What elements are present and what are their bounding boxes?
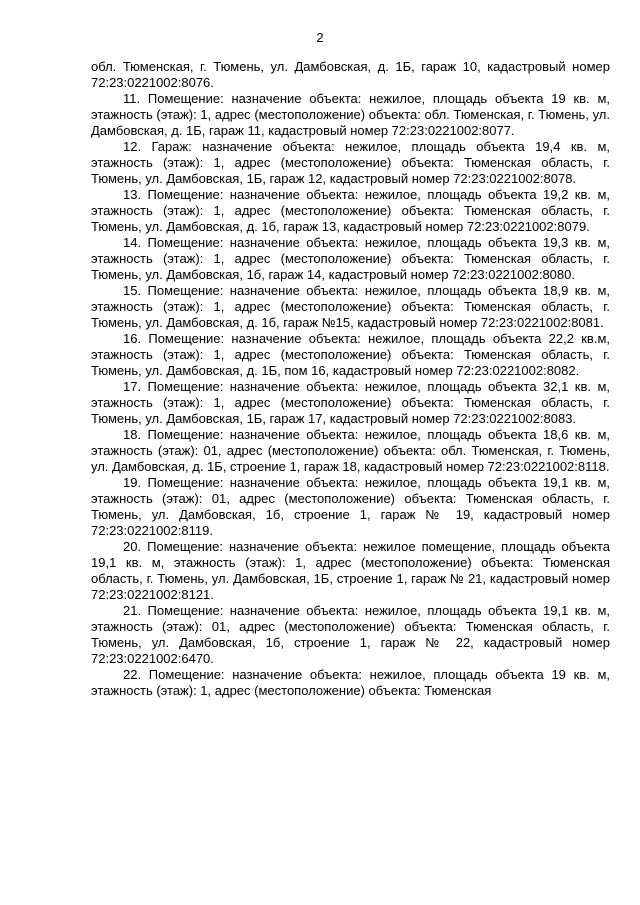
paragraph-continuation: обл. Тюменская, г. Тюмень, ул. Дамбовская, д. 1Б, гараж 10, кадастровый номер 72:23:0221002:8076. [91,59,610,90]
paragraph-item-11: 11. Помещение: назначение объекта: нежилое, площадь объекта 19 кв. м, этажность (этаж): 1, адрес (местоположение) объекта: обл. Тюменская, г. Тюмень, ул. Дамбовская, д. 1Б, гараж 11, кадастровый номер 72:23:0221002:8077. [91,91,610,138]
paragraph-item-22: 22. Помещение: назначение объекта: нежилое, площадь объекта 19 кв. м, этажность (этаж): 1, адрес (местоположение) объекта: Тюменская [91,667,610,698]
paragraph-item-12: 12. Гараж: назначение объекта: нежилое, площадь объекта 19,4 кв. м, этажность (этаж): 1, адрес (местоположение) объекта: Тюменская область, г. Тюмень, ул. Дамбовская, 1Б, гараж 12, кадастровый номер 72:23:0221002:8078. [91,139,610,186]
paragraph-item-16: 16. Помещение: назначение объекта: нежилое, площадь объекта 22,2 кв.м, этажность (этаж): 1, адрес (местоположение) объекта: Тюменская область, г. Тюмень, ул. Дамбовская, д. 1Б, пом 16, кадастровый номер 72:23:0221002:8082. [91,331,610,378]
paragraph-item-18: 18. Помещение: назначение объекта: нежилое, площадь объекта 18,6 кв. м, этажность (этаж): 01, адрес (местоположение) объекта: обл. Тюменская, г. Тюмень, ул. Дамбовская, д. 1Б, строение 1, гараж 18, кадастровый номер 72:23:0221002:8118. [91,427,610,474]
paragraph-item-15: 15. Помещение: назначение объекта: нежилое, площадь объекта 18,9 кв. м, этажность (этаж): 1, адрес (местоположение) объекта: Тюменская область, г. Тюмень, ул. Дамбовская, д. 1б, гараж №15, кадастровый номер 72:23:0221002:8081. [91,283,610,330]
paragraph-item-14: 14. Помещение: назначение объекта: нежилое, площадь объекта 19,3 кв. м, этажность (этаж): 1, адрес (местоположение) объекта: Тюменская область, г. Тюмень, ул. Дамбовская, 1б, гараж 14, кадастровый номер 72:23:0221002:8080. [91,235,610,282]
paragraph-item-21: 21. Помещение: назначение объекта: нежилое, площадь объекта 19,1 кв. м, этажность (этаж): 01, адрес (местоположение) объекта: Тюменская область, г. Тюмень, ул. Дамбовская, 1б, строение 1, гараж № 22, кадастровый номер 72:23:0221002:6470. [91,603,610,666]
paragraph-item-13: 13. Помещение: назначение объекта: нежилое, площадь объекта 19,2 кв. м, этажность (этаж): 1, адрес (местоположение) объекта: Тюменская область, г. Тюмень, ул. Дамбовская, д. 1б, гараж 13, кадастровый номер 72:23:0221002:8079. [91,187,610,234]
paragraph-item-19: 19. Помещение: назначение объекта: нежилое, площадь объекта 19,1 кв. м, этажность (этаж): 01, адрес (местоположение) объекта: Тюменская область, г. Тюмень, ул. Дамбовская, 1б, строение 1, гараж № 19, кадастровый номер 72:23:0221002:8119. [91,475,610,538]
paragraph-item-17: 17. Помещение: назначение объекта: нежилое, площадь объекта 32,1 кв. м, этажность (этаж): 1, адрес (местоположение) объекта: Тюменская область, г. Тюмень, ул. Дамбовская, 1Б, гараж 17, кадастровый номер 72:23:0221002:8083. [91,379,610,426]
paragraph-item-20: 20. Помещение: назначение объекта: нежилое помещение, площадь объекта 19,1 кв. м, этажность (этаж): 1, адрес (местоположение) объекта: Тюменская область, г. Тюмень, ул. Дамбовская, 1Б, строение 1, гараж № 21, кадастровый номер 72:23:0221002:8121. [91,539,610,602]
page-number: 2 [316,30,324,45]
document-body [91,59,610,699]
